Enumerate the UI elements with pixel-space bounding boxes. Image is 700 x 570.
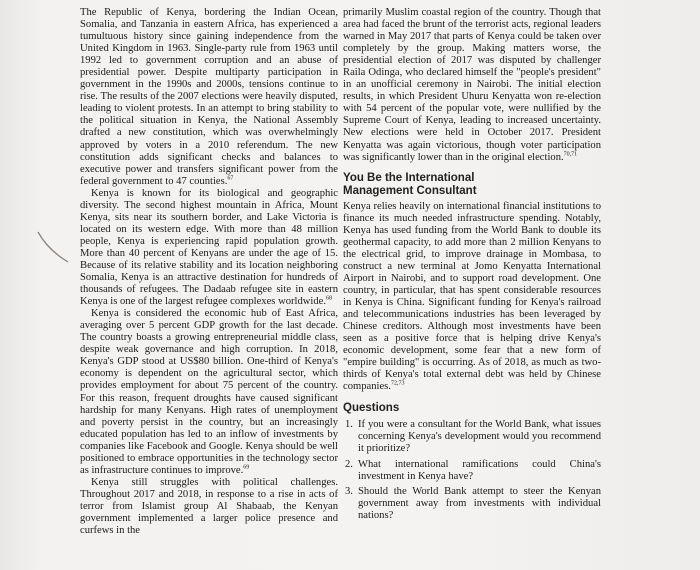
footnote-ref: 68 [326,295,333,302]
footnote-ref: 69 [243,464,250,471]
heading-line: You Be the International [343,171,475,184]
question-number: 3. [345,485,353,497]
question-item [343,419,601,455]
paragraph [80,188,338,308]
footnote-ref: 70,71 [563,151,578,158]
heading-line: Management Consultant [343,184,477,197]
paragraph-text: The Republic of Kenya, bordering the Indian Ocean, Somalia, and Tanzania in eastern Africa, has experienced a tumultuous history since gaining independence from the United Kingdom in 1963. Single-party rule from 1963 until 1992 led to government corruption and an abuse of presidential power. Despite multiparty participation in government in the 1990s and 2000s, tensions continue to rise. The results of the 2007 elections were heavily disputed, leading to violent protests. In an attempt to bring stability to the political situation in Kenya, the National Assembly drafted a new constitution, which was overwhelmingly approved by voters in a 2010 referendum. The new constitution adds significant checks and balances to executive power and transfers significant power from the federal government to 47 counties. [80,7,338,187]
right-column [343,7,601,525]
question-item [343,459,601,483]
question-text: What international ramifications could China's investment in Kenya have? [358,458,601,482]
paragraph-text: Kenya is known for its biological and geographic diversity. The second highest mountain in Africa, Mount Kenya, sits near its southern border, and Lake Victoria is located on its western edge. With more than 48 million people, Kenya is experiencing rapid population growth. More than 40 percent of Kenyans are under the age of 15. Because of its relative stability and its location neighboring Somalia, Kenya is an attractive destination for hundreds of thousands of refugees. The Dadaab refugee site in eastern Kenya is one of the largest refugee complexes worldwide. [80,187,338,308]
question-number: 1. [345,419,353,431]
question-text: Should the World Bank attempt to steer the Kenyan government away from investments with individual nations? [358,485,601,521]
paragraph-text: Kenya relies heavily on international financial institutions to finance its much needed infrastructure spending. Notably, Kenya has used funding from the World Bank to double its geothermal capacity, to add more than 2 million Kenyans to the electrical grid, to improve drainage in Mombasa, to construct a new terminal at Jomo Kenyatta International Airport in Nairobi, and to support road development. One country, in particular, that has spent considerable resources in Kenya is China. Significant funding for Kenya's railroad and telecommunications industries has been leveraged by Chinese creditors. Although most investments have been seen as a positive force that is helping drive Kenya's economic development, some fear that a new form of "empire building" is occurring. As of 2018, as much as two-thirds of Kenya's total external debt was held by Chinese companies. [343,200,601,393]
paragraph [343,201,601,394]
paragraph [80,308,338,477]
question-number: 2. [345,458,353,470]
question-item [343,486,601,522]
pen-mark [34,228,74,268]
question-text: If you were a consultant for the World Bank, what issues concerning Kenya's development would you recommend it prioritize? [358,419,601,455]
paragraph-text: primarily Muslim coastal region of the country. Though that area had faced the brunt of the terrorist acts, regional leaders warned in May 2017 that parts of Kenya could be taken over completely by the group. Making matters worse, the presidential election of 2017 was disputed by challenger Raila Odinga, who declared himself the "people's president" in an unofficial ceremony in Nairobi. The initial election results, in which President Uhuru Kenyatta won re-election with 54 percent of the popular vote, were nullified by the Supreme Court of Kenya, leading to increased uncertainty. New elections were held in October 2017. President Kenyatta was again victorious, though voter participation was significantly lower than in the original election. [343,7,601,163]
questions-heading: Questions [343,402,400,415]
paragraph: Kenya still struggles with political challenges. Throughout 2017 and 2018, in response to a rise in acts of terror from Islamist group Al Shabaab, the Kenyan government implemented a larger police presence and curfews in the [80,476,338,537]
section-heading [343,172,601,198]
footnote-ref: 72,73 [390,380,405,387]
footnote-ref: 67 [227,175,234,182]
paragraph-text: Kenya is considered the economic hub of East Africa, averaging over 5 percent GDP growth for the last decade. The country boasts a growing entrepreneurial middle class, despite weak governance and high corruption. In 2018, Kenya's GDP stood at US$80 billion. One-third of Kenya's economy is dependent on the agricultural sector, which provides employment for about 75 percent of the country. For this reason, frequent droughts have caused significant hardship for many Kenyans. High rates of unemployment and poverty persist in the country, but an increasingly educated population has led to an inflow of investments by companies like Facebook and Google. Kenya should be well positioned to embrace opportunities in the technology sector as infrastructure continues to improve. [80,308,338,476]
left-column [80,7,338,537]
paragraph [80,7,338,188]
questions-list [343,419,601,521]
paragraph [343,7,601,164]
